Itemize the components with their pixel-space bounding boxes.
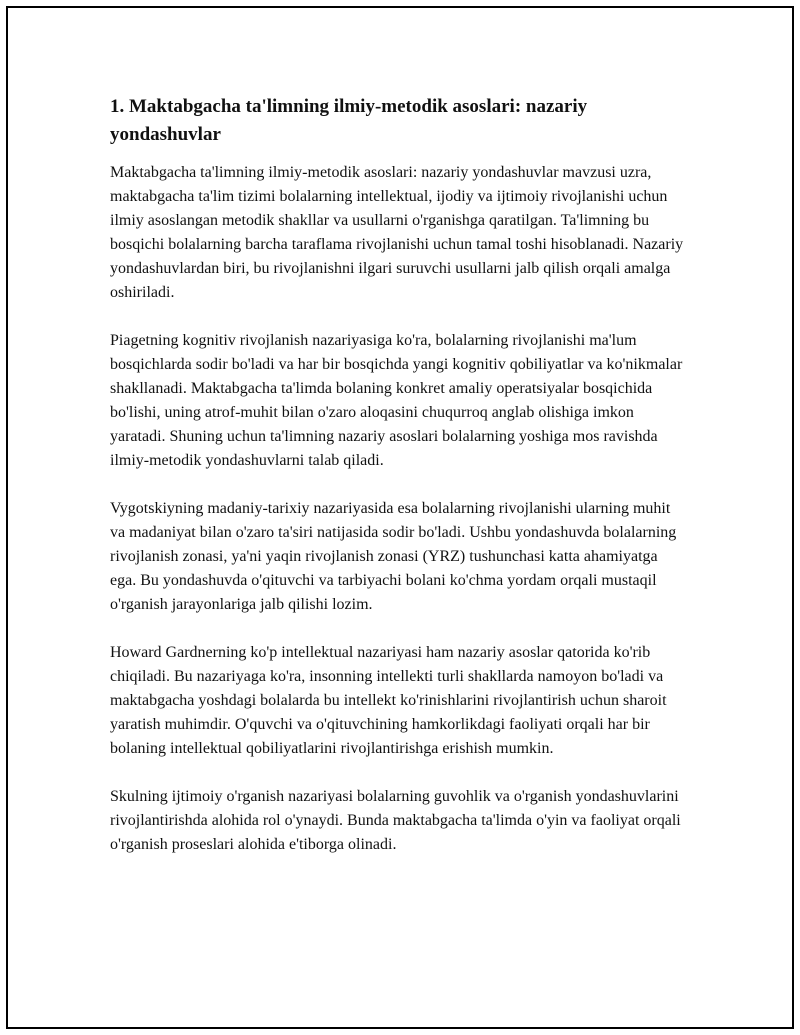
paragraph-4: Howard Gardnerning ko'p intellektual nazariyasi ham nazariy asoslar qatorida ko'rib chiqiladi. Bu nazariyaga ko'ra, insonning intellekti turli shakllarda namoyon bo'ladi va maktabgacha yoshdagi bolalarda bu intellekt ko'rinishlarini rivojlantirish uchun sharoit yaratish muhimdir. O'quvchi va o'qituvchining hamkorlikdagi faoliyati orqali har bir bolaning intellektual qobiliyatlarini rivojlantirishga erishish mumkin. — [110, 644, 667, 757]
paragraph-5: Skulning ijtimoiy o'rganish nazariyasi bolalarning guvohlik va o'rganish yondashuvlarini rivojlantirishda alohida rol o'ynaydi. Bunda maktabgacha ta'limda o'yin va faoliyat orqali o'rganish proseslari alohida e'tiborga olinadi. — [110, 788, 681, 853]
document-content — [110, 93, 686, 857]
paragraph-2: Piagetning kognitiv rivojlanish nazariyasiga ko'ra, bolalarning rivojlanishi ma'lum bosqichlarda sodir bo'ladi va har bir bosqichda yangi kognitiv qobiliyatlar va ko'nikmalar shakllanadi. Maktabgacha ta'limda bolaning konkret amaliy operatsiyalar bosqichida bo'lishi, uning atrof-muhit bilan o'zaro aloqasini chuqurroq anglab olishiga imkon yaratadi. Shuning uchun ta'limning nazariy asoslari bolalarning yoshiga mos ravishda ilmiy-metodik yondashuvlarni talab qiladi. — [110, 332, 683, 469]
paragraph-1: Maktabgacha ta'limning ilmiy-metodik asoslari: nazariy yondashuvlar mavzusi uzra, maktabgacha ta'lim tizimi bolalarning intellektual, ijodiy va ijtimoiy rivojlanishi uchun ilmiy asoslangan metodik shakllar va usullarni o'rganishga qaratilgan. Ta'limning bu bosqichi bolalarning barcha taraflama rivojlanishi uchun tamal toshi hisoblanadi. Nazariy yondashuvlardan biri, bu rivojlanishni ilgari suruvchi usullarni jalb qilish orqali amalga oshiriladi. — [110, 164, 684, 301]
document-title: 1. Maktabgacha ta'limning ilmiy-metodik asoslari: nazariy yondashuvlar — [110, 96, 588, 145]
paragraph-3: Vygotskiyning madaniy-tarixiy nazariyasida esa bolalarning rivojlanishi ularning muhit va madaniyat bilan o'zaro ta'siri natijasida sodir bo'ladi. Ushbu yondashuvda bolalarning rivojlanish zonasi, ya'ni yaqin rivojlanish zonasi (YRZ) tushunchasi katta ahamiyatga ega. Bu yondashuvda o'qituvchi va tarbiyachi bolani ko'chma yordam orqali mustaqil o'rganish jarayonlariga jalb qilishi lozim. — [110, 500, 677, 613]
